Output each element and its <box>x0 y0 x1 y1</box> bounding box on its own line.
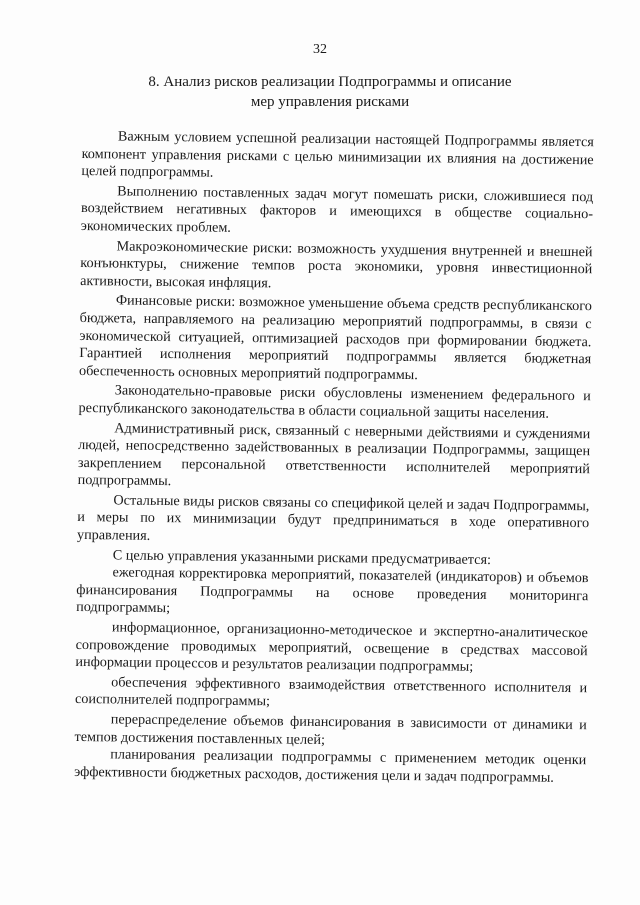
measure-item-interaction: обеспечения эффективного взаимодействия ответственного исполнителя и соисполнителей подпрограммы; <box>74 674 588 710</box>
document-body <box>74 128 594 788</box>
paragraph-macroeconomic-risks: Макроэкономические риски: возможность ухудшения внутренней и внешней конъюнктуры, снижение темпов роста экономики, уровня инвестиционной активности, высокая инфляция. <box>80 237 593 292</box>
paragraph-other-risks: Остальные виды рисков связаны со спецификой целей и задач Подпрограммы, и меры по их минимизации будут предприниматься в ходе оперативного управления. <box>76 492 590 544</box>
paragraph-legal-risks: Законодательно-правовые риски обусловлены изменением федерального и республиканского законодательства в области социальной защиты населения. <box>78 382 591 422</box>
paragraph-measures-intro: С целью управления указанными рисками предусматривается: <box>112 547 492 568</box>
measure-item-redistribution: перераспределение объемов финансирования в зависимости от динамики и темпов достижения поставленных целей; <box>74 711 587 748</box>
paragraph-risks-intro: Выполнению поставленных задач могут помешать риски, сложившиеся под воздействием негативных факторов и имеющихся в обществе социально-экономических проблем. <box>80 183 594 236</box>
measure-item-adjustment: ежегодная корректировка мероприятий, показателей (индикаторов) и объемов финансирования Подпрограммы на основе проведения мониторинга подпрограммы; <box>76 564 589 617</box>
measure-item-information-support: информационное, организационно-методическое и экспертно-аналитическое сопровождение проводимых мероприятий, освещение в средствах массовой информации процессов и результатов реализации подпрограммы; <box>75 619 588 676</box>
measure-item-planning: планирования реализации подпрограммы с применением методик оценки эффективности бюджетных расходов, достижения цели и задач подпрограммы. <box>74 746 587 786</box>
page-number: 32 <box>313 42 327 57</box>
paragraph-administrative-risk: Административный риск, связанный с неверными действиями и суждениями людей, непосредственно задействованных в реализации Подпрограммы, защищен закреплением персональной ответственности исполнителей мероприятий подпрограммы. <box>77 419 591 490</box>
section-title-line-1: 8. Анализ рисков реализации Подпрограммы и описание <box>148 74 512 90</box>
section-title <box>120 72 540 112</box>
section-title-line-2: мер управления рисками <box>250 94 410 110</box>
paragraph-importance: Важным условием успешной реализации настоящей Подпрограммы является компонент управления рисками с целью минимизации их влияния на достижение целей подпрограммы. <box>81 128 594 181</box>
paragraph-financial-risks: Финансовые риски: возможное уменьшение объема средств республиканского бюджета, направляемого на реализацию мероприятий подпрограммы, в связи с экономической ситуацией, оптимизацией расходов при формировании бюджета. Гарантией исполнения мероприятий подпрограммы является бюджетная обеспеченность основных мероприятий подпрограммы. <box>78 292 592 383</box>
